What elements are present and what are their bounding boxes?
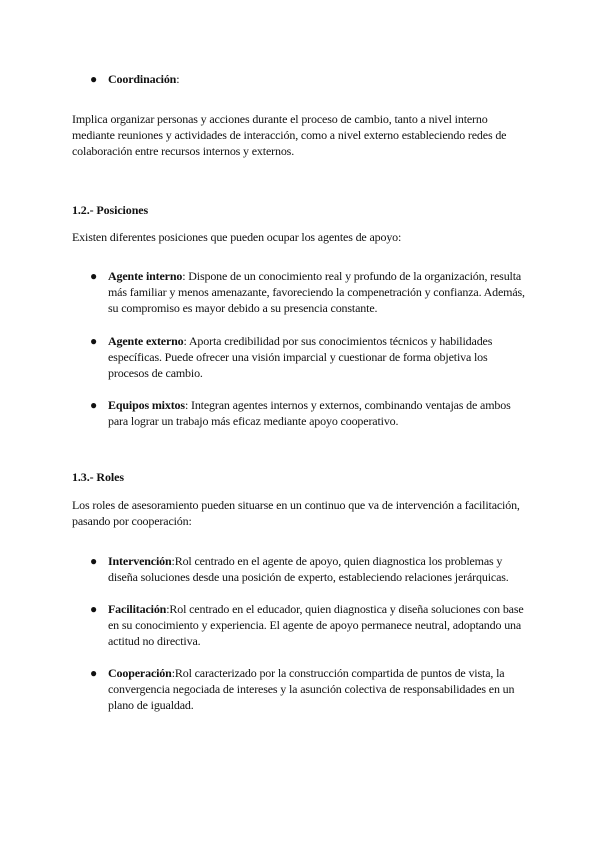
list-item-cooperacion — [90, 665, 530, 713]
list-item-agente-externo — [90, 333, 530, 381]
heading-roles: 1.3.- Roles — [72, 470, 124, 484]
term-agente-interno: Agente interno — [108, 269, 183, 283]
bullet-dot: ● — [90, 602, 98, 616]
coordinacion-description: Implica organizar personas y acciones durante el proceso de cambio, tanto a nivel interno mediante reuniones y actividades de interacción, como a nivel externo estableciendo redes de colaboración entre recursos internos y externos. — [72, 112, 507, 158]
list-item-facilitacion — [90, 601, 530, 649]
bullet-dot: ● — [90, 666, 98, 680]
term-coordinacion-suffix: : — [176, 72, 180, 86]
term-coordinacion: Coordinación — [108, 72, 177, 86]
text-intervencion: :Rol centrado en el agente de apoyo, quien diagnostica los problemas y diseña soluciones desde una posición de experto, estableciendo relaciones jerárquicas. — [108, 554, 509, 584]
bullet-dot: ● — [90, 398, 98, 412]
text-cooperacion: :Rol caracterizado por la construcción compartida de puntos de vista, la convergencia negociada de intereses y la asunción colectiva de responsabilidades en un plano de igualdad. — [108, 666, 515, 712]
term-equipos-mixtos: Equipos mixtos — [108, 398, 185, 412]
text-equipos-mixtos: : Integran agentes internos y externos, combinando ventajas de ambos para lograr un trabajo más eficaz mediante apoyo cooperativo. — [108, 398, 511, 428]
roles-intro: Los roles de asesoramiento pueden situarse en un continuo que va de intervención a facilitación, pasando por cooperación: — [72, 498, 520, 528]
heading-posiciones: 1.2.- Posiciones — [72, 203, 149, 217]
text-agente-externo: : Aporta credibilidad por sus conocimientos técnicos y habilidades específicas. Puede ofrecer una visión imparcial y cuestionar de forma objetiva los procesos de cambio. — [108, 334, 493, 380]
bullet-dot: ● — [90, 334, 98, 348]
term-agente-externo: Agente externo — [108, 334, 184, 348]
text-agente-interno: : Dispone de un conocimiento real y profundo de la organización, resulta más familiar y menos amenazante, favoreciendo la compenetración y confianza. Además, su compromiso es mayor debido a su presencia constante. — [108, 269, 525, 315]
term-facilitacion: Facilitación — [108, 602, 167, 616]
bullet-dot: ● — [90, 72, 98, 86]
bullet-dot: ● — [90, 269, 98, 283]
bullet-dot: ● — [90, 554, 98, 568]
text-facilitacion: :Rol centrado en el educador, quien diagnostica y diseña soluciones con base en su conocimiento y experiencia. El agente de apoyo permanece neutral, adoptando una actitud no directiva. — [108, 602, 524, 648]
term-intervencion: Intervención — [108, 554, 172, 568]
list-item-agente-interno — [90, 268, 530, 316]
term-cooperacion: Cooperación — [108, 666, 172, 680]
posiciones-intro: Existen diferentes posiciones que pueden ocupar los agentes de apoyo: — [72, 230, 402, 244]
bullet-coordinacion — [90, 71, 530, 87]
list-item-intervencion — [90, 553, 530, 585]
list-item-equipos-mixtos — [90, 397, 530, 429]
